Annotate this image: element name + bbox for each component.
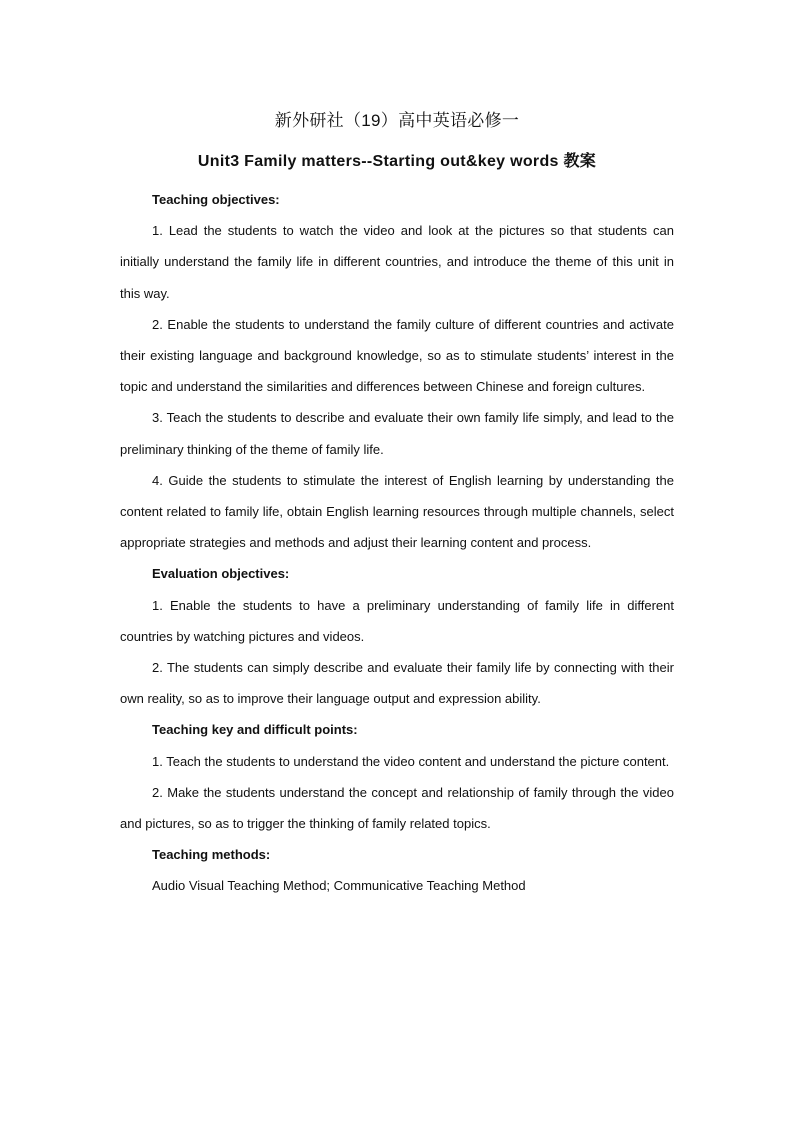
section-teaching-methods <box>120 839 674 901</box>
section-heading: Evaluation objectives: <box>152 566 290 582</box>
document-title-unit: Unit3 Family matters--Starting out&key words 教案 <box>197 153 597 170</box>
list-item: 1. Lead the students to watch the video and look at the pictures so that students can initially understand the family life in different countries, and introduce the theme of this unit in this way. <box>120 223 674 301</box>
document-body <box>120 184 674 902</box>
list-item: 1. Enable the students to have a preliminary understanding of family life in different countries by watching pictures and videos. <box>120 597 674 644</box>
section-heading: Teaching methods: <box>152 847 271 863</box>
list-item: 2. The students can simply describe and evaluate their family life by connecting with their own reality, so as to improve their language output and expression ability. <box>120 660 674 707</box>
list-item: 4. Guide the students to stimulate the interest of English learning by understanding the content related to family life, obtain English learning resources through multiple channels, select appropriate strategies and methods and adjust their learning content and process. <box>120 472 674 551</box>
section-key-points <box>120 714 674 839</box>
list-item: 1. Teach the students to understand the video content and understand the picture content. <box>152 753 670 769</box>
list-item: 3. Teach the students to describe and evaluate their own family life simply, and lead to the preliminary thinking of the theme of family life. <box>120 410 674 457</box>
section-heading: Teaching key and difficult points: <box>152 722 358 738</box>
teaching-methods-text: Audio Visual Teaching Method; Communicative Teaching Method <box>152 878 526 894</box>
section-teaching-objectives <box>120 184 674 558</box>
list-item: 2. Make the students understand the concept and relationship of family through the video and pictures, so as to trigger the thinking of family related topics. <box>120 784 674 832</box>
section-heading: Teaching objectives: <box>152 192 280 207</box>
document-title-chinese: 新外研社（19）高中英语必修一 <box>274 111 520 130</box>
list-item: 2. Enable the students to understand the family culture of different countries and activate their existing language and background knowledge, so as to stimulate students’ interest in the topic and understand the similarities and differences between Chinese and foreign cultures. <box>120 316 674 395</box>
section-evaluation-objectives <box>120 558 674 714</box>
